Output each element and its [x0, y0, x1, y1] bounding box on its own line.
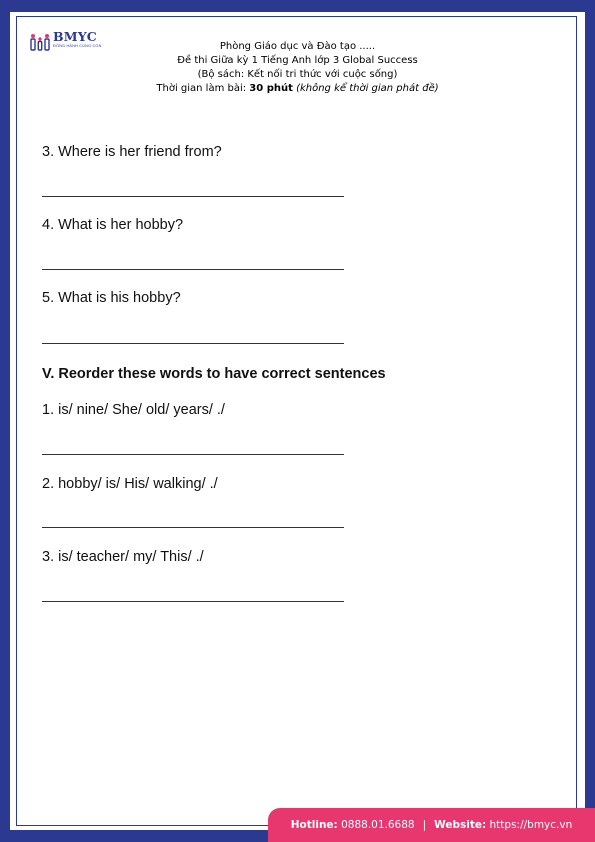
question-5: 5. What is his hobby? [42, 290, 181, 306]
reorder-item-2: 2. hobby/ is/ His/ walking/ ./ [42, 476, 218, 492]
logo-name: BMYC [53, 29, 97, 44]
website-link[interactable]: https://bmyc.vn [489, 819, 573, 831]
footer-banner [268, 808, 595, 842]
section-5-title: V. Reorder these words to have correct sentences [42, 366, 386, 382]
page-frame [16, 16, 577, 826]
answer-line[interactable] [42, 454, 344, 455]
answer-line[interactable] [42, 601, 344, 602]
header-line-exam-title: Đề thi Giữa kỳ 1 Tiếng Anh lớp 3 Global Success [177, 55, 418, 66]
logo-tagline: ĐỒNG HÀNH CÙNG CON [53, 44, 102, 48]
question-3: 3. Where is her friend from? [42, 144, 222, 160]
answer-line[interactable] [42, 527, 344, 528]
time-value: 30 phút [249, 83, 293, 94]
time-note: (không kể thời gian phát đề) [296, 83, 439, 94]
header-line-department: Phòng Giáo dục và Đào tạo ..... [219, 41, 376, 52]
answer-line[interactable] [42, 269, 344, 270]
footer-separator: | [422, 819, 427, 831]
reorder-item-3: 3. is/ teacher/ my/ This/ ./ [42, 549, 204, 565]
reorder-item-1: 1. is/ nine/ She/ old/ years/ ./ [42, 402, 225, 418]
hotline-label: Hotline: [290, 819, 338, 831]
header-line-textbook: (Bộ sách: Kết nối tri thức với cuộc sống) [197, 69, 398, 80]
answer-line[interactable] [42, 196, 344, 197]
answer-line[interactable] [42, 343, 344, 344]
header-line-time [0, 82, 595, 96]
exam-header [0, 40, 595, 96]
hotline-value[interactable]: 0888.01.6688 [341, 819, 415, 831]
website-label: Website: [434, 819, 487, 831]
time-label: Thời gian làm bài: [156, 83, 250, 94]
question-4: 4. What is her hobby? [42, 217, 184, 233]
